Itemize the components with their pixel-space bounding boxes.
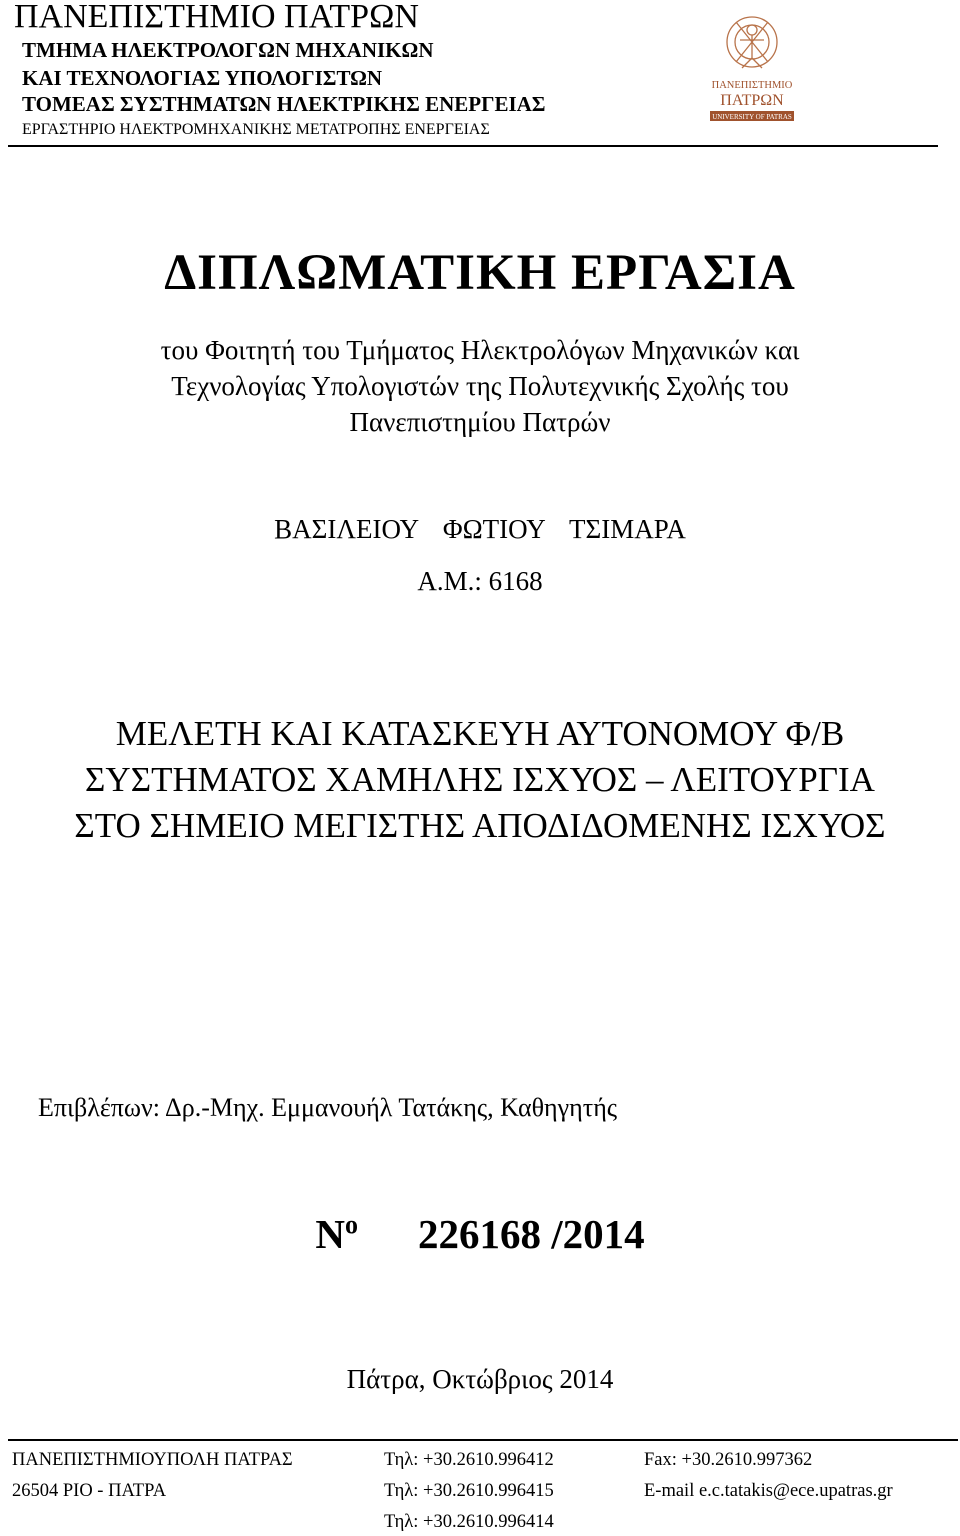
thesis-topic — [0, 711, 960, 849]
department-line-2: ΚΑΙ ΤΕΧΝΟΛΟΓΙΑΣ ΥΠΟΛΟΓΙΣΤΩΝ — [22, 66, 383, 90]
number-prefix: N — [315, 1211, 345, 1257]
footer-fax: Fax: +30.2610.997362 — [644, 1450, 813, 1470]
author-name: ΒΑΣΙΛΕΙΟΥ ΦΩΤΙΟΥ ΤΣΙΜΑΡΑ — [274, 514, 686, 544]
footer-email: E-mail e.c.tatakis@ece.upatras.gr — [644, 1481, 893, 1501]
laboratory-name: ΕΡΓΑΣΤΗΡΙΟ ΗΛΕΚΤΡΟΜΗΧΑΝΙΚΗΣ ΜΕΤΑΤΡΟΠΗΣ ΕΝΕΡΓΕΙΑΣ — [22, 121, 490, 138]
logo-text-line-1: ΠΑΝΕΠΙΣΤΗΜΙΟ — [711, 80, 793, 91]
topic-line-1: ΜΕΛΕΤΗ ΚΑΙ ΚΑΤΑΣΚΕΥΗ ΑΥΤΟΝΟΜΟΥ Φ/Β — [115, 714, 845, 753]
footer-phone-1: Τηλ: +30.2610.996412 — [384, 1450, 554, 1470]
topic-line-3: ΣΤΟ ΣΗΜΕΙΟ ΜΕΓΙΣΤΗΣ ΑΠΟΔΙΔΟΜΕΝΗΣ ΙΣΧΥΟΣ — [74, 806, 886, 845]
student-id: Α.Μ.: 6168 — [417, 566, 543, 596]
footer-divider — [8, 1439, 958, 1441]
thesis-number — [0, 1210, 960, 1258]
topic-line-2: ΣΥΣΤΗΜΑΤΟΣ ΧΑΜΗΛΗΣ ΙΣΧΥΟΣ – ΛΕΙΤΟΥΡΓΙΑ — [85, 760, 875, 799]
number-superscript: ο — [344, 1210, 358, 1240]
university-of-patras-logo-icon — [706, 8, 798, 124]
department-name — [22, 36, 434, 92]
thesis-subtitle — [0, 332, 960, 440]
footer-address-line-2: 26504 ΡΙΟ - ΠΑΤΡΑ — [12, 1481, 167, 1501]
place-date: Πάτρα, Οκτώβριος 2014 — [346, 1364, 614, 1394]
university-name: ΠΑΝΕΠΙΣΤΗΜΙΟ ΠΑΤΡΩΝ — [14, 0, 419, 35]
subtitle-line-3: Πανεπιστημίου Πατρών — [349, 407, 611, 437]
footer-address-line-1: ΠΑΝΕΠΙΣΤΗΜΙΟΥΠΟΛΗ ΠΑΤΡΑΣ — [12, 1450, 293, 1470]
supervisor: Επιβλέπων: Δρ.-Μηχ. Εμμανουήλ Τατάκης, Καθηγητής — [38, 1093, 618, 1122]
logo-text-line-2: ΠΑΤΡΩΝ — [720, 92, 784, 109]
footer-phone-3: Τηλ: +30.2610.996414 — [384, 1512, 554, 1532]
subtitle-line-2: Τεχνολογίας Υπολογιστών της Πολυτεχνικής Σχολής του — [171, 371, 789, 401]
number-value: 226168 /2014 — [417, 1211, 645, 1257]
subtitle-line-1: του Φοιτητή του Τμήματος Ηλεκτρολόγων Μηχανικών και — [160, 335, 800, 365]
department-line-1: ΤΜΗΜΑ ΗΛΕΚΤΡΟΛΟΓΩΝ ΜΗΧΑΝΙΚΩΝ — [22, 38, 434, 62]
header-divider — [8, 145, 938, 147]
thesis-title: ΔΙΠΛΩΜΑΤΙΚΗ ΕΡΓΑΣΙΑ — [164, 245, 796, 301]
footer-phone-2: Τηλ: +30.2610.996415 — [384, 1481, 554, 1501]
logo-text-line-3: UNIVERSITY OF PATRAS — [712, 113, 792, 121]
sector-name: ΤΟΜΕΑΣ ΣΥΣΤΗΜΑΤΩΝ ΗΛΕΚΤΡΙΚΗΣ ΕΝΕΡΓΕΙΑΣ — [22, 92, 546, 116]
